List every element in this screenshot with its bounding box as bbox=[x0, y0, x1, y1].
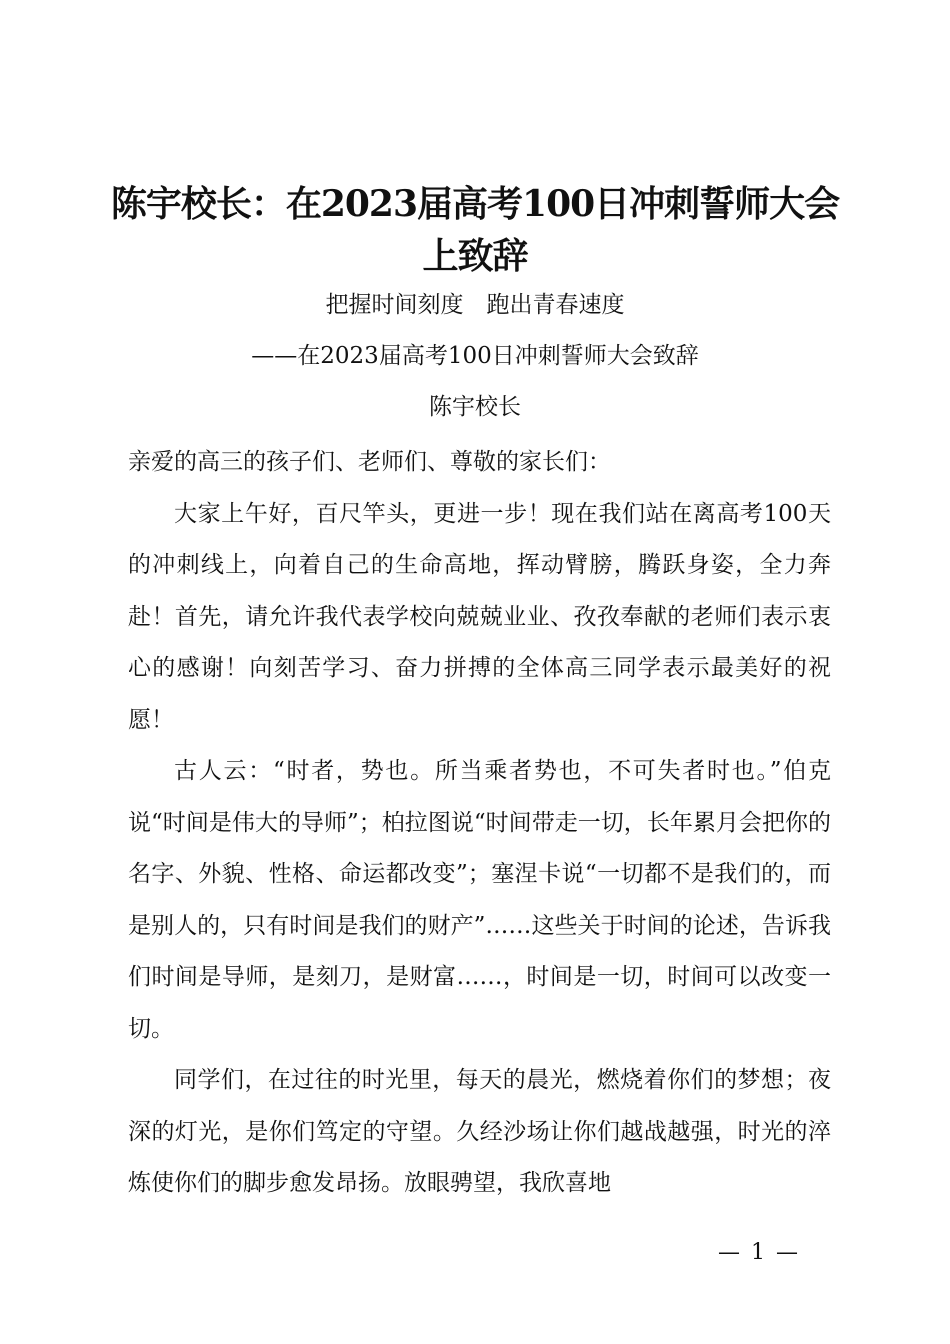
paragraph: 古人云：“时者，势也。所当乘者势也，不可失者时也。”伯克说“时间是伟大的导师”；柏拉图说“时间带走一切，长年累月会把你的名字、外貌、性格、命运都改变”；塞涅卡说“一切都不是我们的，而是别人的，只有时间是我们的财产”……这些关于时间的论述，告诉我们时间是导师，是刻刀，是财富……，时间是一切，时间可以改变一切。 bbox=[128, 758, 831, 1042]
paragraph: 大家上午好，百尺竿头，更进一步！现在我们站在离高考100天的冲刺线上，向着自己的生命高地，挥动臂膀，腾跃身姿，全力奔赴！首先，请允许我代表学校向兢兢业业、孜孜奉献的老师们表示衷心的感谢！向刻苦学习、奋力拼搏的全体高三同学表示最美好的祝愿！ bbox=[128, 500, 831, 733]
paragraph: 同学们，在过往的时光里，每天的晨光，燃烧着你们的梦想；夜深的灯光，是你们笃定的守望。久经沙场让你们越战越强，时光的淬炼使你们的脚步愈发昂扬。放眼骋望，我欣喜地 bbox=[128, 1067, 831, 1196]
speech-subheading: ——在2023届高考100日冲刺誓师大会致辞 bbox=[251, 343, 699, 369]
salutation: 亲爱的高三的孩子们、老师们、尊敬的家长们： bbox=[128, 449, 611, 475]
speech-subtitle: 把握时间刻度 跑出青春速度 bbox=[325, 292, 625, 318]
page-number: — 1 — bbox=[718, 1240, 800, 1265]
document-body bbox=[128, 437, 831, 1210]
speech-author: 陈宇校长 bbox=[429, 394, 521, 420]
document-title: 陈宇校长：在2023届高考100日冲刺誓师大会上致辞 bbox=[110, 183, 840, 277]
